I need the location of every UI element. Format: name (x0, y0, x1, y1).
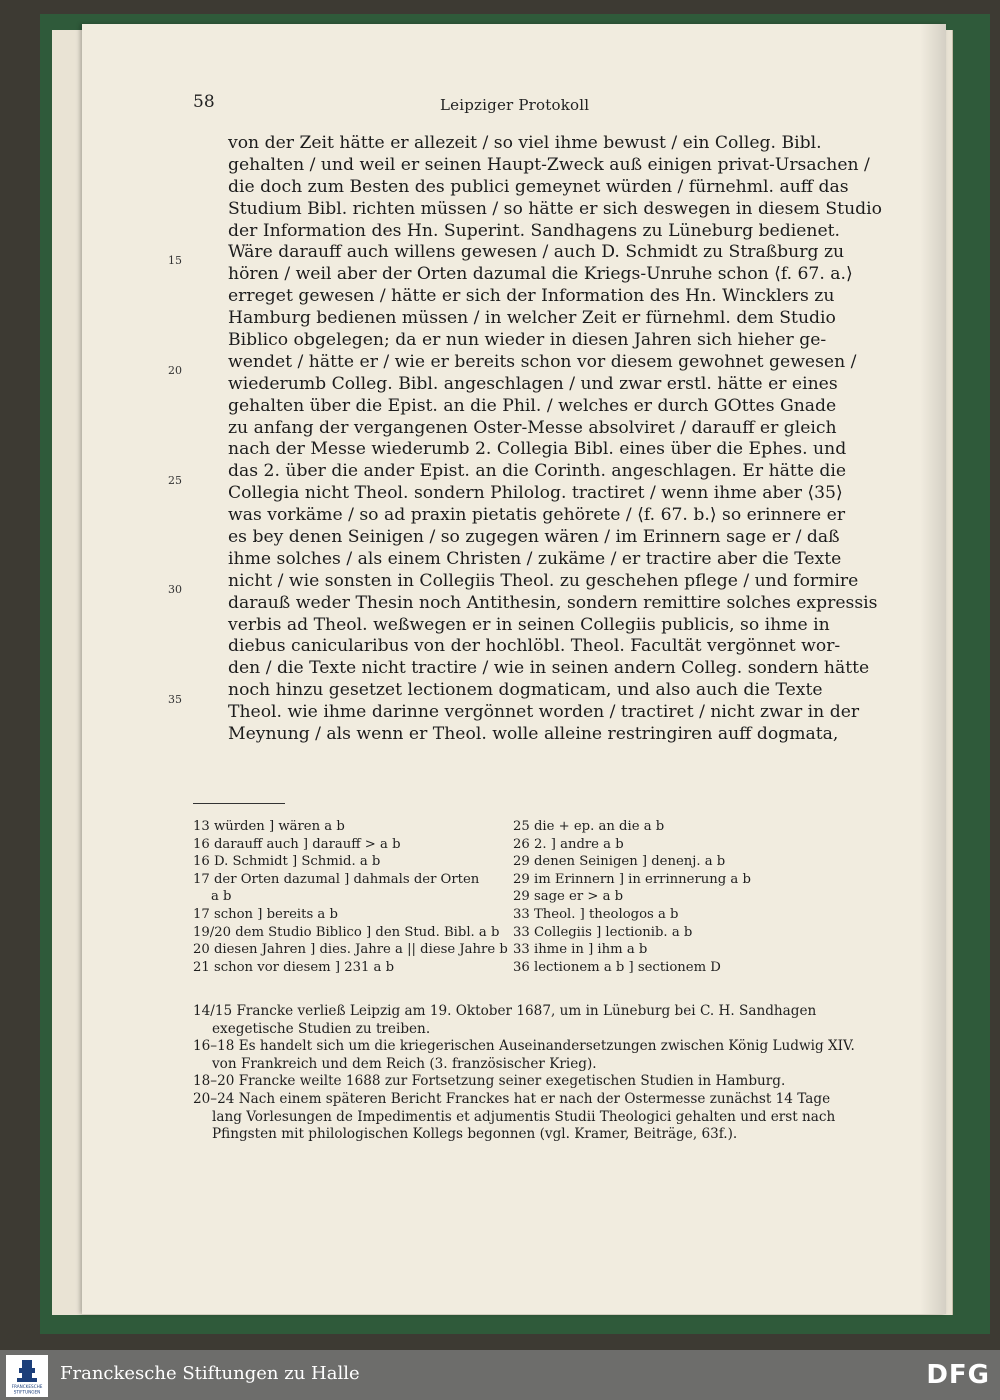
note-continuation: lang Vorlesungen de Impedimentis et adjumentis Studii Theologici gehalten und erst nach (212, 1108, 836, 1125)
institution-name: Franckesche Stiftungen zu Halle (60, 1363, 360, 1384)
footnote-rule (193, 803, 285, 804)
apparatus-entry: 36 lectionem a b ] sectionem D (513, 959, 721, 975)
text-line: ihme solches / als einem Christen / zukäme / er tractire aber die Texte (228, 548, 842, 569)
text-line: noch hinzu gesetzet lectionem dogmaticam, und also auch die Texte (228, 680, 823, 701)
note-first-line: 16–18 Es handelt sich um die kriegerischen Auseinandersetzungen zwischen König Ludwig XIV. (193, 1038, 855, 1055)
text-line: Wäre darauff auch willens gewesen / auch D. Schmidt zu Straßburg zu (228, 242, 845, 263)
note-continuation: von Frankreich und dem Reich (3. französischer Krieg). (212, 1055, 597, 1072)
text-line: nicht / wie sonsten in Collegiis Theol. zu geschehen pflege / und formire (228, 570, 859, 591)
text-line: was vorkäme / so ad praxin pietatis gehörete / ⟨f. 67. b.⟩ so erinnere er (228, 505, 846, 526)
apparatus-entry: 33 Theol. ] theologos a b (513, 906, 679, 922)
apparatus-entry: 13 würden ] wären a b (193, 819, 345, 834)
text-line: Theol. wie ihme darinne vergönnet worden / tractiret / nicht zwar in der (228, 702, 860, 723)
viewer-footer-bar (0, 1350, 1000, 1400)
text-line: die doch zum Besten des publici gemeynet würden / fürnehml. auff das (228, 176, 849, 197)
apparatus-entry: 29 im Erinnern ] in errinnerung a b (513, 871, 751, 887)
text-line: darauß weder Thesin noch Antithesin, sondern remittire solches expressis (228, 592, 878, 613)
apparatus-entry: 16 D. Schmidt ] Schmid. a b (193, 854, 381, 870)
apparatus-entry: 33 Collegiis ] lectionib. a b (513, 924, 693, 940)
logo-text-line: FRANCKESCHE (11, 1384, 43, 1389)
page-gutter-shadow (920, 24, 946, 1314)
line-number: 35 (168, 693, 182, 706)
text-line: es bey denen Seinigen / so zugegen wären / im Erinnern sage er / daß (228, 527, 840, 548)
commentary-note (193, 1003, 817, 1038)
text-line: gehalten über die Epist. an die Phil. / welches er durch GOttes Gnade (228, 395, 837, 416)
apparatus-entry-continuation: a b (211, 889, 232, 905)
text-line: diebus canicularibus von der hochlöbl. Theol. Facultät vergönnet wor- (228, 636, 841, 657)
text-line: Meynung / als wenn er Theol. wolle alleine restringiren auff dogmata, (228, 724, 839, 745)
critical-apparatus-right (513, 818, 813, 976)
commentary-note (193, 1090, 836, 1144)
line-number: 30 (168, 583, 182, 596)
apparatus-entry: 17 der Orten dazumal ] dahmals der Orten (193, 871, 480, 887)
main-text (228, 133, 882, 746)
text-line: Studium Bibl. richten müssen / so hätte er sich deswegen in diesem Studio (228, 198, 882, 219)
critical-apparatus-left (193, 818, 508, 976)
apparatus-entry: 17 schon ] bereits a b (193, 906, 338, 922)
commentary-note (193, 1038, 855, 1073)
text-line: gehalten / und weil er seinen Haupt-Zweck auß einigen privat-Ursachen / (228, 154, 870, 175)
line-number: 25 (168, 474, 182, 487)
apparatus-entry: 29 denen Seinigen ] denenj. a b (513, 854, 726, 870)
text-line: erreget gewesen / hätte er sich der Information des Hn. Wincklers zu (228, 286, 835, 307)
note-first-line: 14/15 Francke verließ Leipzig am 19. Oktober 1687, um in Lüneburg bei C. H. Sandhagen (193, 1003, 817, 1019)
text-line: Hamburg bedienen müssen / in welcher Zeit er fürnehml. dem Studio (228, 308, 836, 329)
page-number: 58 (193, 92, 215, 112)
note-first-line: 20–24 Nach einem späteren Bericht Franckes hat er nach der Ostermesse zunächst 14 Tage (193, 1090, 831, 1107)
text-line: von der Zeit hätte er allezeit / so viel ihme bewust / ein Colleg. Bibl. (228, 133, 822, 153)
line-number: 15 (168, 254, 182, 267)
text-line: der Information des Hn. Superint. Sandhagens zu Lüneburg bedienet. (228, 220, 841, 241)
note-first-line: 18–20 Francke weilte 1688 zur Fortsetzung seiner exegetischen Studien in Hamburg. (193, 1073, 786, 1090)
apparatus-entry: 26 2. ] andre a b (513, 836, 624, 852)
text-line: Collegia nicht Theol. sondern Philolog. tractiret / wenn ihme aber ⟨35⟩ (228, 483, 843, 504)
note-continuation: Pfingsten mit philologischen Kollegs begonnen (vgl. Kramer, Beiträge, 63f.). (212, 1126, 738, 1143)
apparatus-entry: 19/20 dem Studio Biblico ] den Stud. Bibl. a b (193, 924, 500, 940)
running-title: Leipziger Protokoll (440, 96, 590, 114)
dfg-logo: DFG (926, 1360, 990, 1390)
text-line: hören / weil aber der Orten dazumal die Kriegs-Unruhe schon ⟨f. 67. a.⟩ (228, 264, 853, 285)
text-line: das 2. über die ander Epist. an die Corinth. angeschlagen. Er hätte die (228, 461, 847, 482)
apparatus-entry: 33 ihme in ] ihm a b (513, 942, 648, 958)
text-line: Biblico obgelegen; da er nun wieder in diesen Jahren sich hieher ge- (228, 330, 827, 351)
commentary-note (193, 1073, 808, 1091)
note-continuation: exegetische Studien zu treiben. (212, 1020, 431, 1037)
apparatus-entry: 20 diesen Jahren ] dies. Jahre a || diese Jahre b (193, 942, 508, 958)
text-line: wendet / hätte er / wie er bereits schon vor diesem gewohnet gewesen / (228, 351, 857, 372)
text-line: zu anfang der vergangenen Oster-Messe absolviret / darauff er gleich (228, 417, 837, 438)
text-line: den / die Texte nicht tractire / wie in seinen andern Colleg. sondern hätte (228, 658, 870, 679)
text-line: wiederumb Colleg. Bibl. angeschlagen / und zwar erstl. hätte er eines (228, 373, 838, 394)
apparatus-entry: 29 sage er > a b (513, 889, 624, 905)
commentary-notes (193, 1003, 855, 1144)
apparatus-entry: 21 schon vor diesem ] 231 a b (193, 959, 395, 975)
apparatus-entry: 25 die + ep. an die a b (513, 819, 665, 834)
apparatus-entry: 16 darauff auch ] darauff > a b (193, 836, 401, 852)
franckesche-stiftungen-logo-icon[interactable] (6, 1355, 48, 1397)
text-line: verbis ad Theol. weßwegen er in seinen Collegiis publicis, so ihme in (228, 614, 830, 635)
logo-text-line: STIFTUNGEN (13, 1389, 41, 1395)
text-line: nach der Messe wiederumb 2. Collegia Bibl. eines über die Ephes. und (228, 439, 847, 460)
line-number: 20 (168, 364, 182, 377)
